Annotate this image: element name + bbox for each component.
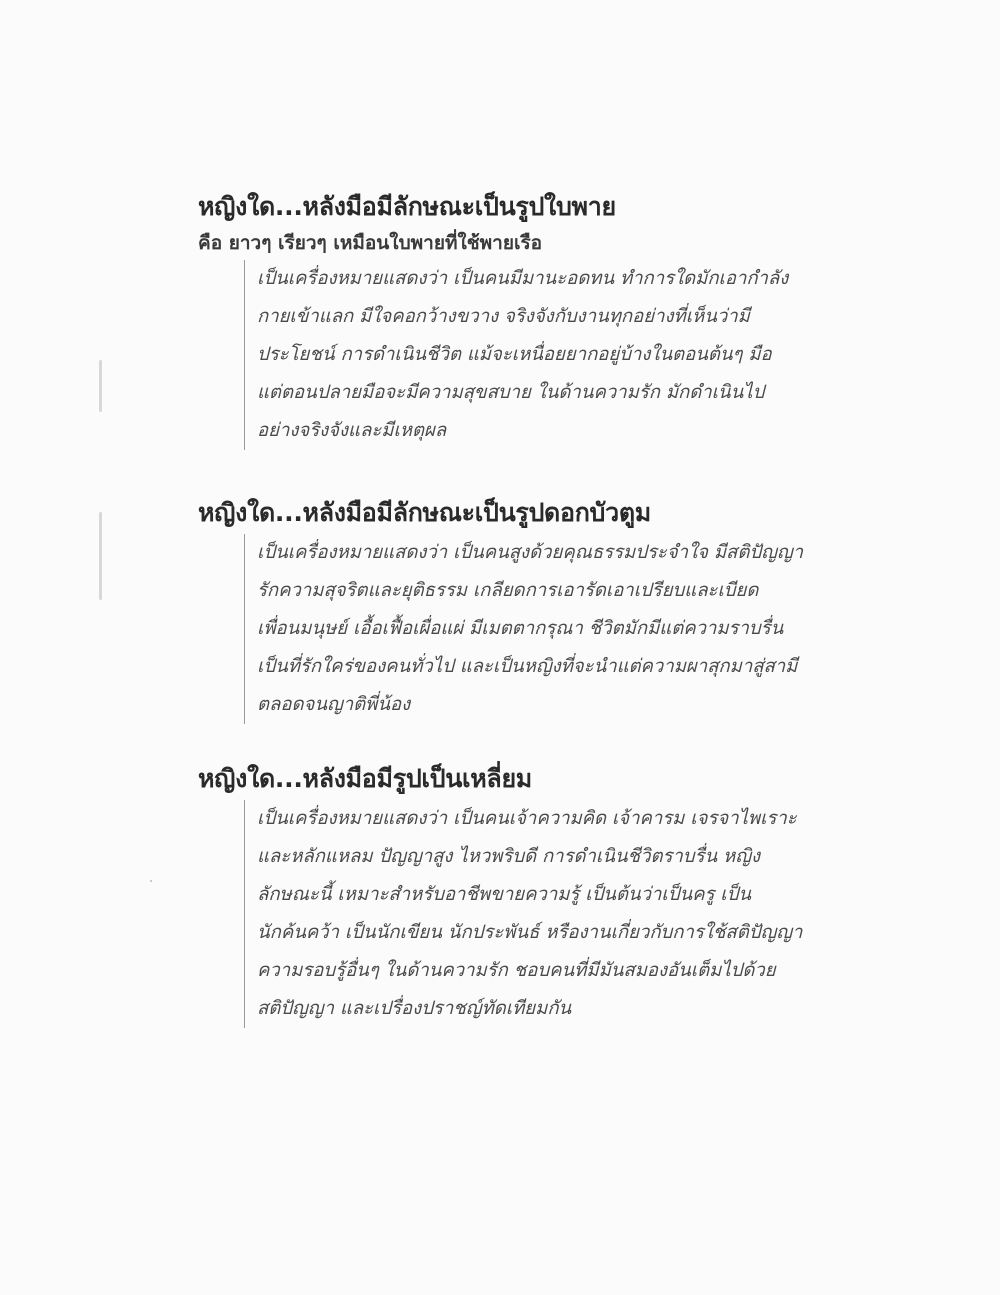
- body-line: ตลอดจนญาติพี่น้อง: [257, 694, 411, 715]
- section-body: [244, 800, 838, 1028]
- section-body: [244, 260, 838, 450]
- body-line: อย่างจริงจังและมีเหตุผล: [257, 420, 447, 441]
- body-line: และหลักแหลม ปัญญาสูง ไหวพริบดี การดำเนินชีวิตราบรื่น หญิง: [257, 846, 761, 867]
- scan-edge-mark: [99, 360, 102, 412]
- body-line: กายเข้าแลก มีใจคอกว้างขวาง จริงจังกับงานทุกอย่างที่เห็นว่ามี: [257, 306, 750, 327]
- section-lotus-bud-shape: [198, 496, 838, 724]
- scan-speck: [150, 880, 152, 882]
- body-line: เพื่อนมนุษย์ เอื้อเฟื้อเผื่อแผ่ มีเมตตากรุณา ชีวิตมักมีแต่ความราบรื่น: [257, 618, 784, 639]
- section-body: [244, 534, 838, 724]
- body-line: เป็นเครื่องหมายแสดงว่า เป็นคนมีมานะอดทน ทำการใดมักเอากำลัง: [257, 268, 789, 289]
- body-line: แต่ตอนปลายมือจะมีความสุขสบาย ในด้านความรัก มักดำเนินไป: [257, 382, 765, 403]
- body-line: ลักษณะนี้ เหมาะสำหรับอาชีพขายความรู้ เป็นต้นว่าเป็นครู เป็น: [257, 884, 752, 905]
- section-square-shape: [198, 762, 838, 1028]
- body-line: เป็นที่รักใคร่ของคนทั่วไป และเป็นหญิงที่จะนำแต่ความผาสุกมาสู่สามี: [257, 656, 798, 677]
- section-heading: หญิงใด...หลังมือมีลักษณะเป็นรูปดอกบัวตูม: [198, 498, 651, 527]
- body-line: นักค้นคว้า เป็นนักเขียน นักประพันธ์ หรืองานเกี่ยวกับการใช้สติปัญญา: [257, 922, 803, 943]
- scan-edge-mark: [99, 512, 102, 600]
- body-line: ความรอบรู้อื่นๆ ในด้านความรัก ชอบคนที่มีมันสมองอันเต็มไปด้วย: [257, 960, 776, 981]
- section-paddle-shape: [198, 190, 838, 450]
- section-heading: หญิงใด...หลังมือมีลักษณะเป็นรูปใบพาย: [198, 192, 616, 221]
- section-heading: หญิงใด...หลังมือมีรูปเป็นเหลี่ยม: [198, 764, 532, 793]
- body-line: เป็นเครื่องหมายแสดงว่า เป็นคนสูงด้วยคุณธรรมประจำใจ มีสติปัญญา: [257, 542, 803, 563]
- body-line: ประโยชน์ การดำเนินชีวิต แม้จะเหนื่อยยากอยู่บ้างในตอนต้นๆ มือ: [257, 344, 772, 365]
- section-subheading: คือ ยาวๆ เรียวๆ เหมือนใบพายที่ใช้พายเรือ: [198, 232, 543, 254]
- body-line: สติปัญญา และเปรื่องปราชญ์ทัดเทียมกัน: [257, 998, 572, 1019]
- body-line: รักความสุจริตและยุติธรรม เกลียดการเอารัดเอาเปรียบและเบียด: [257, 580, 759, 601]
- body-line: เป็นเครื่องหมายแสดงว่า เป็นคนเจ้าความคิด เจ้าคารม เจรจาไพเราะ: [257, 808, 797, 829]
